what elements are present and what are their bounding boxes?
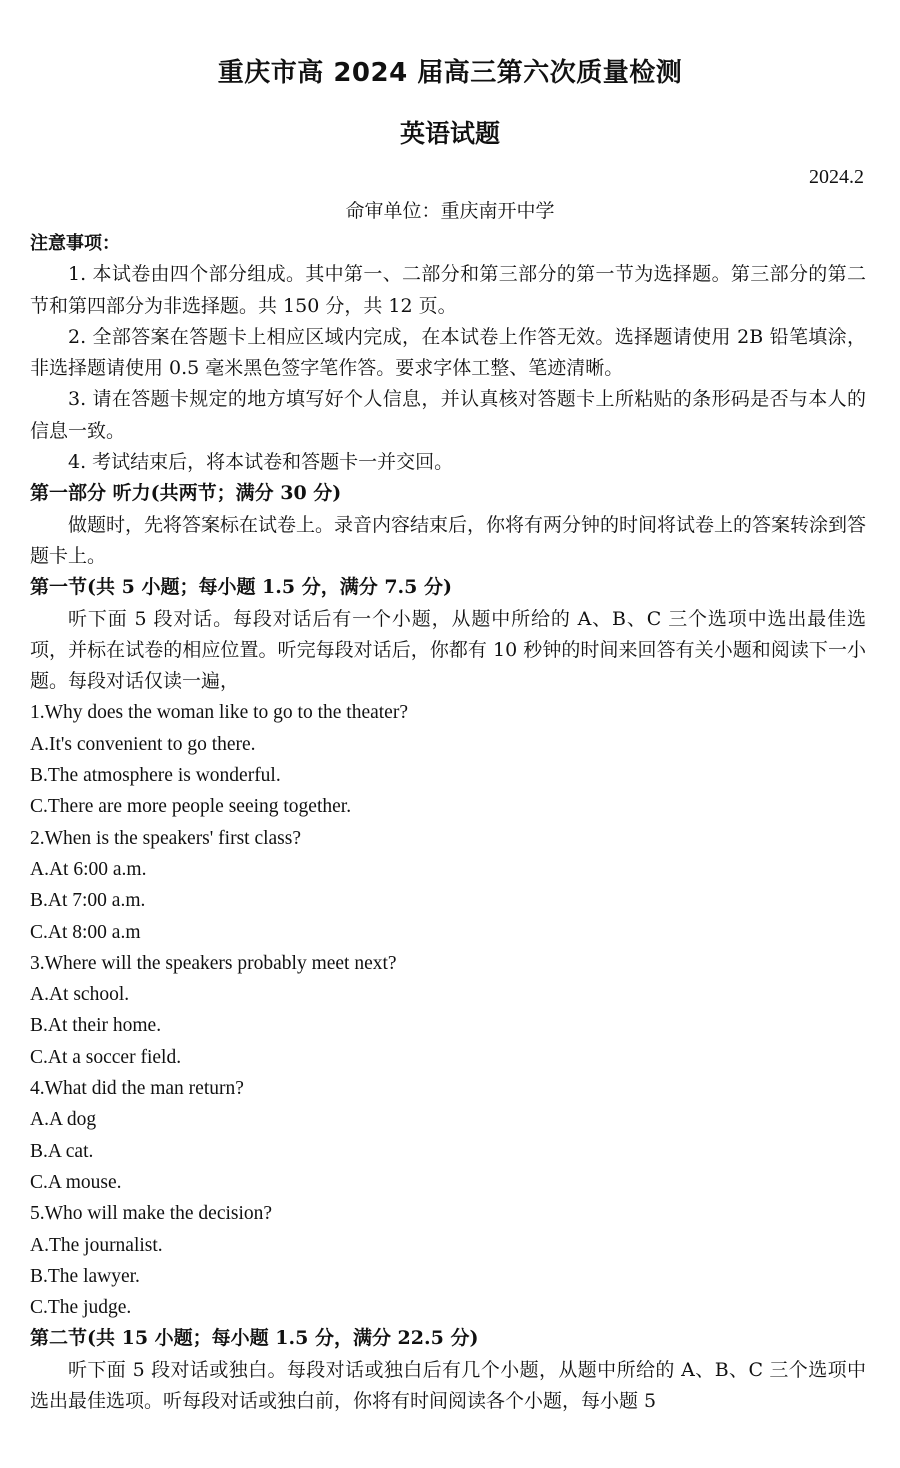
question-block [30,697,866,822]
option-b: B.The atmosphere is wonderful. [30,765,281,787]
notes-heading: 注意事项： [30,233,120,254]
exam-unit: 命审单位：重庆南开中学 [345,200,555,222]
option-c: C.A mouse. [30,1171,122,1193]
exam-title: 重庆市高 2024 届高三第六次质量检测 [217,58,683,88]
option-c: C.There are more people seeing together. [30,796,352,818]
part1-intro: 做题时，先将答案标在试卷上。录音内容结束后，你将有两分钟的时间将试卷上的答案转涂到答题卡上。 [30,513,867,567]
question-block [30,948,866,1073]
question-block [30,1198,866,1323]
note-item: 1. 本试卷由四个部分组成。其中第一、二部分和第三部分的第一节为选择题。第三部分的第二节和第四部分为非选择题。共 150 分，共 12 页。 [30,263,866,317]
part1-heading: 第一部分 听力(共两节；满分 30 分) [30,482,342,505]
exam-date: 2024.2 [809,166,864,188]
option-b: B.At their home. [30,1015,162,1037]
question-text: 2.When is the speakers' first class? [30,827,302,849]
option-c: C.At 8:00 a.m [30,921,141,943]
option-a: A.The journalist. [30,1234,163,1256]
option-b: B.The lawyer. [30,1265,140,1287]
option-c: C.The judge. [30,1297,132,1319]
exam-body [30,228,866,1417]
section2-intro: 听下面 5 段对话或独白。每段对话或独白后有几个小题，从题中所给的 A、B、C 三个选项中选出最佳选项。听每段对话或独白前，你将有时间阅读各个小题，每小题 5 [30,1358,866,1412]
option-a: A.At 6:00 a.m. [30,858,147,880]
note-item: 4. 考试结束后，将本试卷和答题卡一并交回。 [68,451,454,474]
section2-heading: 第二节(共 15 小题；每小题 1.5 分，满分 22.5 分) [30,1327,479,1350]
question-block [30,1073,866,1198]
question-block [30,823,866,948]
option-a: A.At school. [30,984,130,1006]
option-b: B.At 7:00 a.m. [30,890,146,912]
option-a: A.It's convenient to go there. [30,733,256,755]
question-text: 1.Why does the woman like to go to the theater? [30,702,408,724]
question-text: 4.What did the man return? [30,1078,244,1100]
note-item: 2. 全部答案在答题卡上相应区域内完成，在本试卷上作答无效。选择题请使用 2B 铅笔填涂，非选择题请使用 0.5 毫米黑色签字笔作答。要求字体工整、笔迹清晰。 [30,325,866,380]
option-b: B.A cat. [30,1140,94,1162]
option-c: C.At a soccer field. [30,1046,182,1068]
question-text: 3.Where will the speakers probably meet next? [30,952,397,974]
section1-heading: 第一节(共 5 小题；每小题 1.5 分，满分 7.5 分) [30,576,452,599]
question-text: 5.Who will make the decision? [30,1203,273,1225]
note-item: 3. 请在答题卡规定的地方填写好个人信息，并认真核对答题卡上所粘贴的条形码是否与本人的信息一致。 [30,388,866,442]
exam-subject: 英语试题 [399,119,500,148]
option-a: A.A dog [30,1109,97,1131]
section1-intro: 听下面 5 段对话。每段对话后有一个小题，从题中所给的 A、B、C 三个选项中选出最佳选项，并标在试卷的相应位置。听完每段对话后，你都有 10 秒钟的时间来回答有关小题和阅读下一小题。每段对话仅读一遍， [30,607,866,693]
